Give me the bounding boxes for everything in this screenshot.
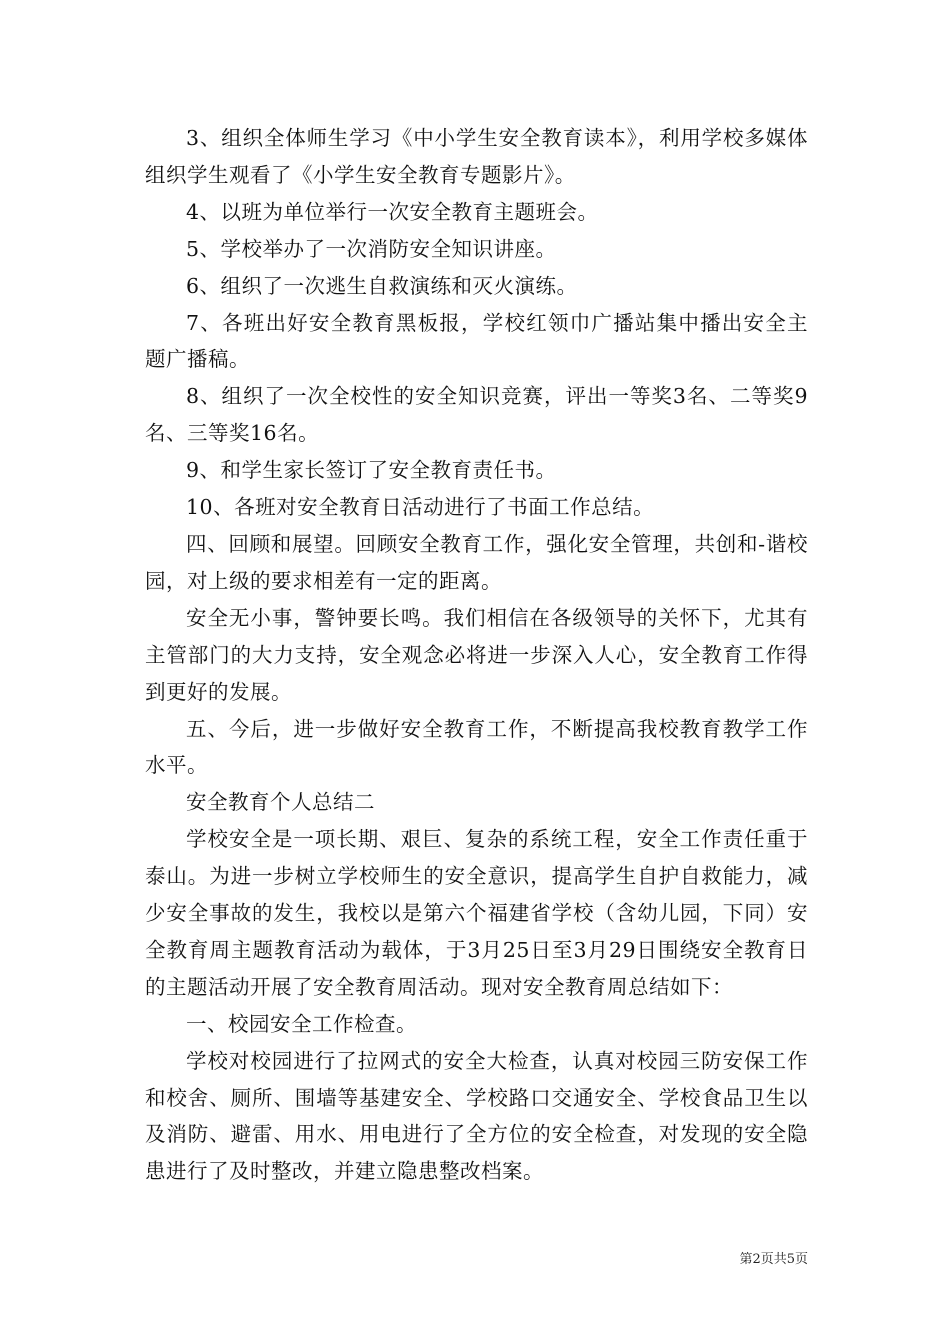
paragraph-item-9: 9、和学生家长签订了安全教育责任书。: [186, 458, 557, 483]
section-one-body: 学校对校园进行了拉网式的安全大检查，认真对校园三防安保工作和校舍、厕所、围墙等基建安全、学校路口交通安全、学校食品卫生以及消防、避雷、用水、用电进行了全方位的安全检查，对发现的安全隐患进行了及时整改，并建立隐患整改档案。: [145, 1048, 808, 1184]
paragraph-item-5: 5、学校举办了一次消防安全知识讲座。: [186, 236, 557, 261]
section-one-heading: 一、校园安全工作检查。: [186, 1011, 417, 1036]
summary-two-intro: 学校安全是一项长期、艰巨、复杂的系统工程，安全工作责任重于泰山。为进一步树立学校师生的安全意识，提高学生自护自救能力，减少安全事故的发生，我校以是第六个福建省学校（含幼儿园，下同）安全教育周主题教育活动为载体，于3月25日至3月29日围绕安全教育日的主题活动开展了安全教育周活动。现对安全教育周总结如下：: [145, 827, 808, 999]
paragraph-item-4: 4、以班为单位举行一次安全教育主题班会。: [186, 199, 599, 224]
paragraph-item-6: 6、组织了一次逃生自救演练和灭火演练。: [186, 273, 578, 298]
section-five-future: 五、今后，进一步做好安全教育工作，不断提高我校教育教学工作水平。: [145, 716, 808, 778]
paragraph-item-10: 10、各班对安全教育日活动进行了书面工作总结。: [186, 495, 655, 520]
page-number-footer: 第2页共5页: [739, 1252, 808, 1267]
paragraph-item-8: 8、组织了一次全校性的安全知识竞赛，评出一等奖3名、二等奖9名、三等奖16名。: [145, 384, 808, 446]
section-four-review: 四、回顾和展望。回顾安全教育工作，强化安全管理，共创和-谐校园，对上级的要求相差有一定的距离。: [145, 531, 808, 593]
document-body: [145, 120, 808, 1190]
safety-outlook-paragraph: 安全无小事，警钟要长鸣。我们相信在各级领导的关怀下，尤其有主管部门的大力支持，安全观念必将进一步深入人心，安全教育工作得到更好的发展。: [145, 605, 808, 704]
paragraph-item-3: 3、组织全体师生学习《中小学生安全教育读本》，利用学校多媒体组织学生观看了《小学生安全教育专题影片》。: [145, 126, 808, 187]
section-heading-summary-two: 安全教育个人总结二: [186, 790, 375, 815]
paragraph-item-7: 7、各班出好安全教育黑板报，学校红领巾广播站集中播出安全主题广播稿。: [145, 310, 808, 372]
